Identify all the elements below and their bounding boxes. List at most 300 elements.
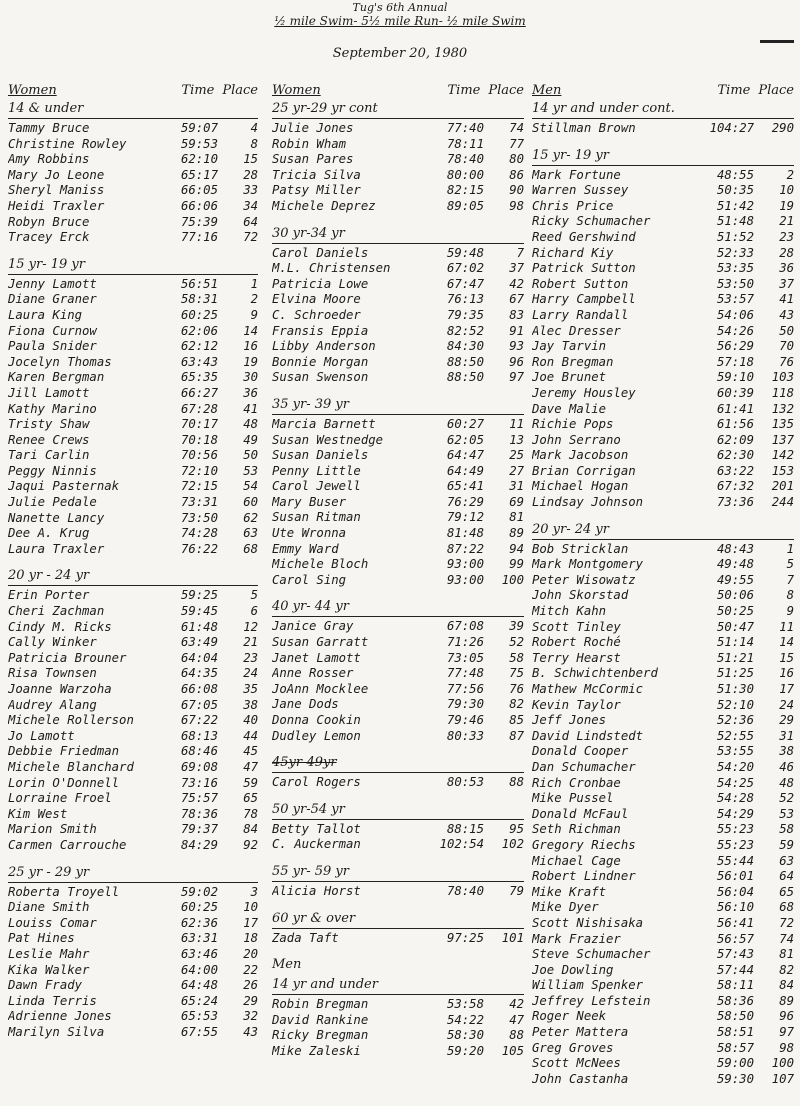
overall-place: 16: [243, 339, 258, 354]
finish-time: 51:25: [716, 666, 754, 681]
finish-time: 53:50: [716, 276, 754, 291]
finish-time: 60:27: [446, 416, 484, 431]
athlete-name: Nanette Lancy: [8, 510, 105, 525]
athlete-name: Jaqui Pasternak: [8, 479, 120, 494]
athlete-name: Fransis Eppia: [272, 323, 369, 338]
overall-place: 12: [243, 619, 258, 634]
overall-place: 97: [779, 1025, 794, 1040]
overall-place: 47: [509, 1012, 524, 1027]
overall-place: 24: [243, 666, 258, 681]
result-row: [8, 963, 258, 979]
finish-time: 65:53: [180, 1009, 218, 1024]
finish-time: 52:55: [716, 728, 754, 743]
athlete-name: Richard Kiy: [532, 245, 614, 260]
group-spacer: [272, 946, 524, 954]
age-group: [272, 100, 524, 223]
overall-place: 82: [509, 697, 524, 712]
overall-place: 74: [779, 931, 794, 946]
athlete-name: Mark Fortune: [532, 167, 621, 182]
finish-time: 48:43: [716, 541, 754, 556]
athlete-name: Mary Jo Leone: [8, 167, 105, 182]
overall-place: 137: [771, 432, 794, 447]
result-row: [532, 978, 794, 994]
finish-time: 72:15: [180, 479, 218, 494]
athlete-name: Elvina Moore: [272, 292, 361, 307]
result-row: [532, 744, 794, 760]
overall-place: 7: [786, 572, 794, 587]
finish-time: 58:11: [716, 978, 754, 993]
overall-place: 201: [771, 479, 794, 494]
athlete-name: Mathew McCormic: [532, 682, 644, 696]
athlete-name: B. Schwichtenberd: [532, 666, 658, 681]
overall-place: 67: [509, 292, 524, 307]
overall-place: 84: [243, 822, 258, 837]
overall-place: 50: [779, 323, 794, 338]
overall-place: 142: [771, 448, 794, 463]
group-spacer: [532, 137, 794, 145]
overall-place: 74: [509, 121, 524, 135]
finish-time: 62:06: [180, 323, 218, 338]
result-row: [532, 417, 794, 433]
result-row: [532, 666, 794, 682]
athlete-name: Carol Daniels: [272, 245, 369, 260]
overall-place: 64: [779, 869, 794, 884]
athlete-name: Susan Daniels: [272, 448, 369, 463]
time-heading: Time: [181, 83, 215, 98]
result-row: [532, 292, 794, 308]
result-row: [532, 947, 794, 963]
overall-place: 46: [779, 759, 794, 774]
overall-place: 70: [779, 339, 794, 354]
athlete-name: Lorraine Froel: [8, 791, 112, 806]
age-group-title: 25 yr-29 yr cont: [272, 100, 524, 119]
overall-place: 31: [779, 728, 794, 743]
result-row: [8, 339, 258, 355]
group-spacer: [272, 853, 524, 861]
athlete-name: Linda Terris: [8, 993, 97, 1008]
result-row: [532, 698, 794, 714]
result-row: [8, 604, 258, 620]
finish-time: 84:29: [180, 837, 218, 852]
athlete-name: Amy Robbins: [8, 152, 90, 167]
overall-place: 4: [250, 121, 258, 135]
result-row: [272, 464, 524, 480]
result-row: [272, 261, 524, 277]
finish-time: 59:10: [716, 370, 754, 385]
overall-place: 90: [509, 183, 524, 198]
result-row: [272, 526, 524, 542]
results-column-2: [272, 80, 524, 1068]
athlete-name: Robyn Bruce: [8, 214, 90, 229]
athlete-name: Jo Lamott: [8, 728, 75, 743]
age-group-title: 30 yr-34 yr: [272, 225, 524, 244]
result-row: [272, 308, 524, 324]
overall-place: 53: [243, 463, 258, 478]
result-row: [272, 292, 524, 308]
athlete-name: Jeff Jones: [532, 713, 607, 728]
age-group: [532, 100, 794, 145]
result-row: [272, 635, 524, 651]
overall-place: 5: [786, 557, 794, 572]
age-group-title: 35 yr- 39 yr: [272, 396, 524, 415]
athlete-name: Alicia Horst: [272, 883, 361, 898]
column-header: [532, 80, 794, 98]
group-spacer: [272, 588, 524, 596]
overall-place: 98: [509, 198, 524, 213]
result-row: [8, 791, 258, 807]
overall-place: 30: [243, 370, 258, 385]
group-spacer: [272, 791, 524, 799]
overall-place: 36: [243, 385, 258, 400]
athlete-name: Dan Schumacher: [532, 759, 636, 774]
finish-time: 73:36: [716, 495, 754, 510]
result-row: [272, 666, 524, 682]
athlete-name: Patsy Miller: [272, 183, 361, 198]
result-row: [532, 277, 794, 293]
finish-time: 56:04: [716, 884, 754, 899]
athlete-name: Robin Wham: [272, 136, 347, 151]
finish-time: 50:25: [716, 604, 754, 619]
athlete-name: Ute Wronna: [272, 526, 347, 541]
overall-place: 153: [771, 463, 794, 478]
athlete-name: Donald Cooper: [532, 744, 629, 759]
result-row: [532, 1072, 794, 1088]
finish-time: 60:25: [180, 307, 218, 322]
overall-place: 26: [243, 978, 258, 993]
result-row: [532, 324, 794, 340]
overall-place: 32: [243, 1009, 258, 1024]
athlete-name: Tari Carlin: [8, 448, 90, 463]
finish-time: 65:24: [180, 993, 218, 1008]
age-group-title: 15 yr- 19 yr: [8, 256, 258, 275]
athlete-name: Debbie Friedman: [8, 744, 120, 759]
athlete-name: Carol Sing: [272, 572, 347, 587]
athlete-name: Jay Tarvin: [532, 339, 607, 354]
athlete-name: Susan Garratt: [272, 635, 369, 650]
athlete-name: Steve Schumacher: [532, 947, 651, 962]
finish-time: 59:00: [716, 1056, 754, 1071]
result-row: [532, 183, 794, 199]
athlete-name: Dave Malie: [532, 401, 607, 416]
athlete-name: Jill Lamott: [8, 385, 90, 400]
finish-time: 64:00: [180, 962, 218, 977]
overall-place: 38: [243, 697, 258, 712]
athlete-name: Laura Traxler: [8, 541, 105, 556]
finish-time: 51:48: [716, 214, 754, 229]
result-row: [272, 542, 524, 558]
overall-place: 87: [509, 728, 524, 743]
athlete-name: Robert Roché: [532, 635, 621, 650]
finish-time: 74:28: [180, 526, 218, 541]
age-group: [272, 396, 524, 597]
overall-place: 89: [779, 993, 794, 1008]
finish-time: 78:40: [446, 152, 484, 167]
athlete-name: Larry Randall: [532, 307, 629, 322]
athlete-name: Janet Lamott: [272, 650, 361, 665]
overall-place: 38: [779, 744, 794, 759]
result-row: [8, 355, 258, 371]
result-row: [8, 635, 258, 651]
finish-time: 79:37: [180, 822, 218, 837]
overall-place: 60: [243, 495, 258, 510]
age-group-title: 45yr-49yr: [272, 754, 524, 773]
column-header: [8, 80, 258, 98]
athlete-name: Ricky Schumacher: [532, 214, 651, 229]
result-row: [532, 542, 794, 558]
result-row: [272, 152, 524, 168]
overall-place: 95: [509, 821, 524, 836]
overall-place: 94: [509, 541, 524, 556]
finish-time: 60:25: [180, 900, 218, 915]
finish-time: 93:00: [446, 557, 484, 572]
athlete-name: Anne Rosser: [272, 666, 354, 681]
finish-time: 58:30: [446, 1028, 484, 1043]
athlete-name: Peggy Ninnis: [8, 463, 97, 478]
athlete-name: Mark Montgomery: [532, 557, 644, 572]
finish-time: 64:04: [180, 650, 218, 665]
athlete-name: Bonnie Morgan: [272, 354, 369, 369]
overall-place: 21: [779, 214, 794, 229]
event-title: ½ mile Swim- 5½ mile Run- ½ mile Swim: [274, 14, 526, 28]
athlete-name: Dee A. Krug: [8, 526, 90, 541]
athlete-name: Laura King: [8, 307, 83, 322]
finish-time: 57:44: [716, 962, 754, 977]
result-row: [272, 339, 524, 355]
result-row: [8, 620, 258, 636]
athlete-name: C. Schroeder: [272, 307, 361, 322]
result-row: [272, 137, 524, 153]
overall-place: 11: [509, 416, 524, 431]
overall-place: 52: [779, 791, 794, 806]
finish-time: 82:52: [446, 323, 484, 338]
result-row: [532, 573, 794, 589]
finish-time: 50:35: [716, 183, 754, 198]
result-row: [8, 526, 258, 542]
finish-time: 66:06: [180, 198, 218, 213]
overall-place: 21: [243, 635, 258, 650]
finish-time: 82:15: [446, 183, 484, 198]
finish-time: 56:51: [180, 276, 218, 291]
overall-place: 37: [509, 261, 524, 276]
result-row: [532, 588, 794, 604]
result-row: [532, 199, 794, 215]
finish-time: 57:43: [716, 947, 754, 962]
finish-time: 68:46: [180, 744, 218, 759]
athlete-name: Greg Groves: [532, 1040, 614, 1055]
overall-place: 132: [771, 401, 794, 416]
athlete-name: Mark Jacobson: [532, 448, 629, 463]
result-row: [8, 666, 258, 682]
athlete-name: Joe Brunet: [532, 370, 607, 385]
overall-place: 25: [509, 448, 524, 463]
division-heading: Men: [532, 83, 562, 98]
overall-place: 48: [779, 775, 794, 790]
finish-time: 63:22: [716, 463, 754, 478]
age-group-title: 60 yr & over: [272, 910, 524, 929]
athlete-name: Marilyn Silva: [8, 1024, 105, 1039]
age-group-title: Men: [272, 957, 302, 973]
overall-place: 6: [250, 604, 258, 619]
result-row: [532, 822, 794, 838]
athlete-name: Patrick Sutton: [532, 261, 636, 276]
athlete-name: Harry Campbell: [532, 292, 636, 307]
group-spacer: [8, 246, 258, 254]
result-row: [8, 168, 258, 184]
athlete-name: Ron Bregman: [532, 354, 614, 369]
overall-place: 23: [779, 229, 794, 244]
result-row: [272, 479, 524, 495]
overall-place: 17: [243, 915, 258, 930]
group-spacer: [272, 1060, 524, 1068]
result-row: [8, 183, 258, 199]
result-row: [532, 885, 794, 901]
athlete-name: Mark Frazier: [532, 931, 621, 946]
result-row: [8, 292, 258, 308]
athlete-name: Mike Kraft: [532, 884, 607, 899]
finish-time: 59:20: [446, 1043, 484, 1058]
overall-place: 118: [771, 385, 794, 400]
athlete-name: Warren Sussey: [532, 183, 629, 198]
result-row: [532, 448, 794, 464]
overall-place: 78: [243, 806, 258, 821]
athlete-name: Kika Walker: [8, 962, 90, 977]
overall-place: 24: [779, 697, 794, 712]
finish-time: 61:48: [180, 619, 218, 634]
finish-time: 89:05: [446, 198, 484, 213]
overall-place: 72: [243, 230, 258, 245]
finish-time: 88:15: [446, 821, 484, 836]
athlete-name: Gregory Riechs: [532, 837, 636, 852]
overall-place: 27: [509, 463, 524, 478]
overall-place: 98: [779, 1040, 794, 1055]
finish-time: 51:14: [716, 635, 754, 650]
finish-time: 72:10: [180, 463, 218, 478]
athlete-name: Richie Pops: [532, 417, 614, 432]
overall-place: 91: [509, 323, 524, 338]
overall-place: 44: [243, 728, 258, 743]
result-row: [8, 776, 258, 792]
overall-place: 29: [243, 993, 258, 1008]
overall-place: 99: [509, 557, 524, 572]
finish-time: 60:39: [716, 385, 754, 400]
athlete-name: Michele Rollerson: [8, 713, 134, 728]
athlete-name: Tracey Erck: [8, 230, 90, 245]
finish-time: 51:30: [716, 682, 754, 696]
group-spacer: [272, 744, 524, 752]
overall-place: 28: [243, 167, 258, 182]
overall-place: 81: [779, 947, 794, 962]
overall-place: 39: [509, 619, 524, 634]
result-row: [8, 230, 258, 246]
finish-time: 73:05: [446, 650, 484, 665]
athlete-name: Carol Rogers: [272, 775, 361, 790]
finish-time: 52:10: [716, 697, 754, 712]
overall-place: 1: [786, 541, 794, 556]
athlete-name: Julie Jones: [272, 121, 354, 135]
overall-place: 15: [779, 650, 794, 665]
athlete-name: Tristy Shaw: [8, 417, 90, 432]
finish-time: 97:25: [446, 930, 484, 945]
finish-time: 70:18: [180, 432, 218, 447]
finish-time: 54:28: [716, 791, 754, 806]
age-group: [8, 567, 258, 861]
age-group: [272, 754, 524, 799]
overall-place: 107: [771, 1071, 794, 1086]
overall-place: 58: [509, 650, 524, 665]
athlete-name: Marion Smith: [8, 822, 97, 837]
athlete-name: Susan Pares: [272, 152, 354, 167]
athlete-name: Janice Gray: [272, 619, 354, 634]
group-spacer: [272, 215, 524, 223]
overall-place: 42: [509, 276, 524, 291]
result-row: [532, 464, 794, 480]
result-row: [532, 402, 794, 418]
athlete-name: Kathy Marino: [8, 401, 97, 416]
finish-time: 80:00: [446, 167, 484, 182]
overall-place: 135: [771, 417, 794, 432]
overall-place: 50: [243, 448, 258, 463]
finish-time: 59:25: [180, 588, 218, 603]
result-row: [532, 1009, 794, 1025]
result-row: [8, 994, 258, 1010]
result-row: [272, 417, 524, 433]
athlete-name: Paula Snider: [8, 339, 97, 354]
finish-time: 70:17: [180, 417, 218, 432]
finish-time: 67:32: [716, 479, 754, 494]
finish-time: 78:40: [446, 883, 484, 898]
result-row: [272, 837, 524, 853]
group-spacer: [8, 854, 258, 862]
athlete-name: Leslie Mahr: [8, 946, 90, 961]
athlete-name: Michael Cage: [532, 853, 621, 868]
athlete-name: David Rankine: [272, 1012, 369, 1027]
overall-place: 47: [243, 759, 258, 774]
athlete-name: Louiss Comar: [8, 915, 97, 930]
overall-place: 103: [771, 370, 794, 385]
athlete-name: Jeffrey Lefstein: [532, 993, 651, 1008]
athlete-name: Tammy Bruce: [8, 121, 90, 135]
overall-place: 13: [509, 432, 524, 447]
result-row: [532, 604, 794, 620]
overall-place: 65: [243, 791, 258, 806]
overall-place: 11: [779, 619, 794, 634]
finish-time: 77:56: [446, 681, 484, 696]
finish-time: 62:05: [446, 432, 484, 447]
overall-place: 37: [779, 276, 794, 291]
finish-time: 73:16: [180, 775, 218, 790]
finish-time: 79:35: [446, 307, 484, 322]
finish-time: 65:35: [180, 370, 218, 385]
age-group-title: 15 yr- 19 yr: [532, 147, 794, 166]
overall-place: 96: [509, 354, 524, 369]
finish-time: 49:48: [716, 557, 754, 572]
finish-time: 75:39: [180, 214, 218, 229]
finish-time: 77:40: [446, 121, 484, 135]
overall-place: 29: [779, 713, 794, 728]
finish-time: 77:16: [180, 230, 218, 245]
division-heading: Women: [8, 83, 57, 98]
result-row: [532, 791, 794, 807]
result-row: [532, 557, 794, 573]
time-heading: Time: [447, 83, 481, 98]
age-group: [272, 863, 524, 908]
result-row: [8, 588, 258, 604]
athlete-name: Susan Westnedge: [272, 432, 384, 447]
finish-time: 56:29: [716, 339, 754, 354]
finish-time: 66:27: [180, 385, 218, 400]
age-group-title: 25 yr - 29 yr: [8, 864, 258, 883]
finish-time: 67:55: [180, 1024, 218, 1039]
